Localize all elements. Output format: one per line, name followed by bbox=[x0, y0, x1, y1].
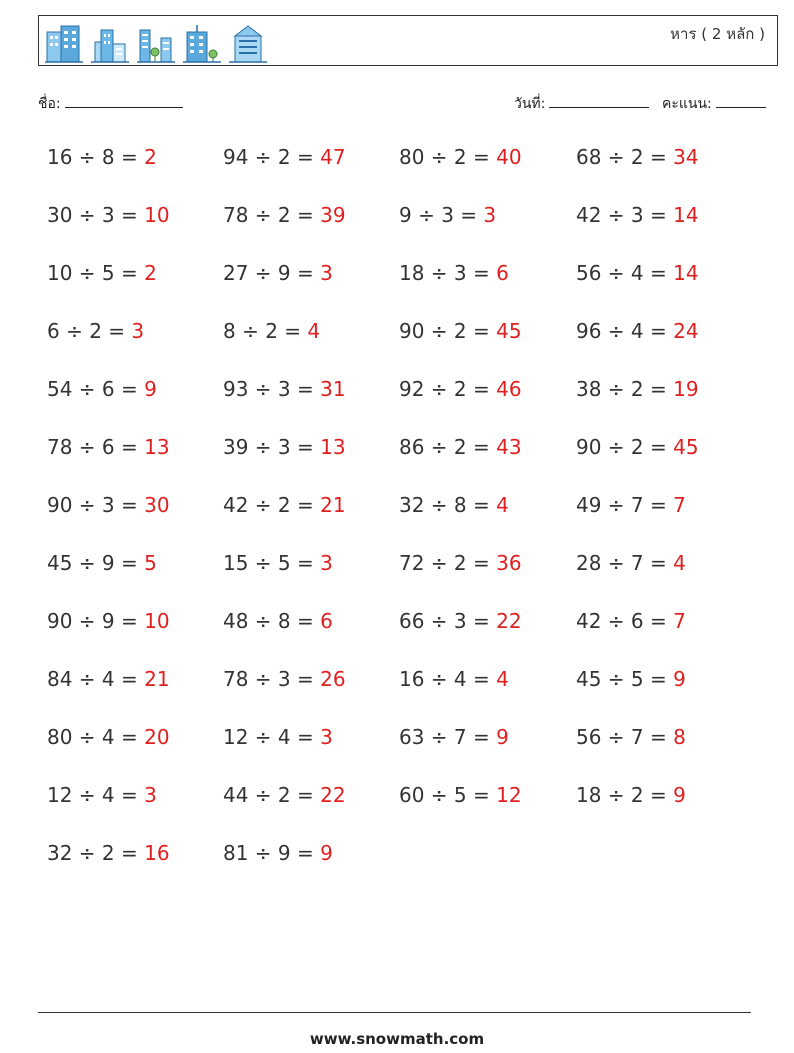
building-icon bbox=[229, 22, 267, 64]
problem-answer: 3 bbox=[483, 203, 497, 227]
problem-question: 9 ÷ 3 = bbox=[399, 203, 478, 227]
problem-question: 32 ÷ 2 = bbox=[47, 841, 138, 865]
problem-answer: 24 bbox=[673, 319, 699, 343]
problem-answer: 9 bbox=[673, 783, 686, 807]
problem-question: 90 ÷ 2 = bbox=[399, 319, 490, 343]
problem-answer: 36 bbox=[496, 551, 522, 575]
problem-item bbox=[47, 145, 157, 169]
problem-answer: 21 bbox=[320, 493, 346, 517]
problem-question: 60 ÷ 5 = bbox=[399, 783, 490, 807]
problem-answer: 47 bbox=[320, 145, 346, 169]
building-icon bbox=[183, 22, 221, 64]
problem-item bbox=[399, 145, 522, 169]
problem-item bbox=[576, 667, 686, 691]
problem-item bbox=[223, 841, 333, 865]
problem-question: 93 ÷ 3 = bbox=[223, 377, 314, 401]
problem-answer: 3 bbox=[320, 551, 333, 575]
problem-row bbox=[47, 319, 767, 377]
problem-item bbox=[47, 435, 170, 459]
footer-divider bbox=[38, 1012, 751, 1013]
problem-question: 15 ÷ 5 = bbox=[223, 551, 314, 575]
problem-answer: 6 bbox=[320, 609, 333, 633]
problem-question: 68 ÷ 2 = bbox=[576, 145, 667, 169]
problem-item bbox=[576, 203, 699, 227]
problem-answer: 9 bbox=[144, 377, 157, 401]
problem-item bbox=[223, 783, 346, 807]
problem-question: 54 ÷ 6 = bbox=[47, 377, 138, 401]
header-icons bbox=[45, 22, 267, 64]
problem-question: 96 ÷ 4 = bbox=[576, 319, 667, 343]
problem-row bbox=[47, 551, 767, 609]
problem-question: 90 ÷ 3 = bbox=[47, 493, 138, 517]
problem-answer: 22 bbox=[320, 783, 346, 807]
problem-item bbox=[399, 319, 522, 343]
problem-question: 8 ÷ 2 = bbox=[223, 319, 302, 343]
problem-answer: 9 bbox=[320, 841, 333, 865]
problem-row bbox=[47, 841, 767, 899]
problem-answer: 2 bbox=[144, 261, 157, 285]
problem-question: 18 ÷ 3 = bbox=[399, 261, 490, 285]
score-field bbox=[662, 93, 766, 115]
problem-item bbox=[47, 377, 157, 401]
name-blank bbox=[65, 93, 183, 108]
problem-answer: 22 bbox=[496, 609, 522, 633]
date-label: วันที่: bbox=[514, 96, 546, 112]
problem-item bbox=[47, 667, 170, 691]
problem-row bbox=[47, 783, 767, 841]
problem-row bbox=[47, 725, 767, 783]
problem-answer: 45 bbox=[496, 319, 522, 343]
problem-question: 16 ÷ 4 = bbox=[399, 667, 490, 691]
problem-item bbox=[223, 203, 346, 227]
problem-answer: 14 bbox=[673, 203, 699, 227]
problem-question: 45 ÷ 9 = bbox=[47, 551, 138, 575]
problem-answer: 16 bbox=[144, 841, 170, 865]
problem-item bbox=[399, 551, 522, 575]
problem-answer: 21 bbox=[144, 667, 170, 691]
problem-answer: 10 bbox=[144, 203, 170, 227]
problem-question: 81 ÷ 9 = bbox=[223, 841, 314, 865]
problem-item bbox=[576, 609, 686, 633]
problem-item bbox=[399, 377, 522, 401]
problem-item bbox=[576, 377, 699, 401]
date-field bbox=[514, 93, 649, 115]
problem-question: 39 ÷ 3 = bbox=[223, 435, 314, 459]
name-field bbox=[38, 93, 183, 115]
problem-answer: 3 bbox=[320, 261, 333, 285]
problem-item bbox=[399, 435, 522, 459]
problem-question: 86 ÷ 2 = bbox=[399, 435, 490, 459]
problem-item bbox=[576, 551, 686, 575]
problem-answer: 4 bbox=[496, 667, 509, 691]
problem-question: 90 ÷ 9 = bbox=[47, 609, 138, 633]
problem-question: 10 ÷ 5 = bbox=[47, 261, 138, 285]
problem-item bbox=[47, 493, 170, 517]
problem-answer: 39 bbox=[320, 203, 346, 227]
problem-question: 56 ÷ 4 = bbox=[576, 261, 667, 285]
problem-question: 12 ÷ 4 = bbox=[47, 783, 138, 807]
problem-question: 45 ÷ 5 = bbox=[576, 667, 667, 691]
problem-answer: 12 bbox=[496, 783, 522, 807]
problem-item bbox=[47, 725, 170, 749]
problem-question: 30 ÷ 3 = bbox=[47, 203, 138, 227]
problem-row bbox=[47, 203, 767, 261]
problem-answer: 46 bbox=[496, 377, 522, 401]
problem-question: 18 ÷ 2 = bbox=[576, 783, 667, 807]
problem-item bbox=[47, 261, 157, 285]
problem-question: 72 ÷ 2 = bbox=[399, 551, 490, 575]
problem-question: 78 ÷ 3 = bbox=[223, 667, 314, 691]
problem-row bbox=[47, 609, 767, 667]
problem-item bbox=[399, 203, 496, 227]
problem-question: 80 ÷ 4 = bbox=[47, 725, 138, 749]
problem-question: 84 ÷ 4 = bbox=[47, 667, 138, 691]
problem-answer: 45 bbox=[673, 435, 699, 459]
problem-item bbox=[223, 551, 333, 575]
problem-answer: 43 bbox=[496, 435, 522, 459]
problem-item bbox=[576, 319, 699, 343]
score-blank bbox=[716, 93, 766, 108]
problem-item bbox=[47, 551, 157, 575]
problem-question: 28 ÷ 7 = bbox=[576, 551, 667, 575]
problem-question: 6 ÷ 2 = bbox=[47, 319, 126, 343]
problem-item bbox=[399, 493, 509, 517]
problem-answer: 20 bbox=[144, 725, 170, 749]
problem-question: 49 ÷ 7 = bbox=[576, 493, 667, 517]
problem-question: 44 ÷ 2 = bbox=[223, 783, 314, 807]
problem-answer: 7 bbox=[673, 609, 686, 633]
worksheet-title: หาร ( 2 หลัก ) bbox=[670, 25, 765, 43]
problem-question: 32 ÷ 8 = bbox=[399, 493, 490, 517]
problem-row bbox=[47, 145, 767, 203]
problem-question: 94 ÷ 2 = bbox=[223, 145, 314, 169]
building-icon bbox=[45, 22, 83, 64]
problem-item bbox=[223, 667, 346, 691]
problem-answer: 10 bbox=[144, 609, 170, 633]
problem-answer: 9 bbox=[496, 725, 509, 749]
date-blank bbox=[549, 93, 649, 108]
problem-question: 78 ÷ 2 = bbox=[223, 203, 314, 227]
problem-item bbox=[223, 261, 333, 285]
problem-answer: 6 bbox=[496, 261, 509, 285]
problem-item bbox=[223, 377, 346, 401]
problem-answer: 26 bbox=[320, 667, 346, 691]
problem-question: 90 ÷ 2 = bbox=[576, 435, 667, 459]
problem-answer: 13 bbox=[144, 435, 170, 459]
problem-item bbox=[576, 145, 699, 169]
building-icon bbox=[137, 22, 175, 64]
problem-answer: 19 bbox=[673, 377, 699, 401]
problem-item bbox=[399, 667, 509, 691]
problem-row bbox=[47, 493, 767, 551]
problem-item bbox=[223, 725, 333, 749]
problem-question: 66 ÷ 3 = bbox=[399, 609, 490, 633]
problem-answer: 13 bbox=[320, 435, 346, 459]
problem-answer: 3 bbox=[131, 319, 145, 343]
problem-item bbox=[47, 203, 170, 227]
problem-item bbox=[399, 261, 509, 285]
problem-item bbox=[576, 783, 686, 807]
problem-question: 48 ÷ 8 = bbox=[223, 609, 314, 633]
problem-item bbox=[576, 725, 686, 749]
problem-item bbox=[47, 841, 170, 865]
problem-question: 42 ÷ 2 = bbox=[223, 493, 314, 517]
problem-question: 80 ÷ 2 = bbox=[399, 145, 490, 169]
problem-row bbox=[47, 435, 767, 493]
problem-answer: 2 bbox=[144, 145, 157, 169]
problem-question: 63 ÷ 7 = bbox=[399, 725, 490, 749]
problem-row bbox=[47, 261, 767, 319]
problem-item bbox=[223, 609, 333, 633]
problem-answer: 40 bbox=[496, 145, 522, 169]
problem-item bbox=[223, 435, 346, 459]
problem-answer: 14 bbox=[673, 261, 699, 285]
problem-answer: 3 bbox=[144, 783, 157, 807]
problem-answer: 4 bbox=[496, 493, 509, 517]
score-label: คะแนน: bbox=[662, 96, 712, 112]
problem-item bbox=[576, 493, 686, 517]
problem-item bbox=[47, 783, 157, 807]
problem-answer: 9 bbox=[673, 667, 686, 691]
problem-question: 56 ÷ 7 = bbox=[576, 725, 667, 749]
problem-item bbox=[399, 609, 522, 633]
problem-answer: 30 bbox=[144, 493, 170, 517]
problem-answer: 5 bbox=[144, 551, 157, 575]
problem-item bbox=[47, 319, 144, 343]
problem-item bbox=[223, 145, 346, 169]
problem-answer: 31 bbox=[320, 377, 346, 401]
problem-answer: 34 bbox=[673, 145, 699, 169]
problem-answer: 7 bbox=[673, 493, 686, 517]
problem-question: 78 ÷ 6 = bbox=[47, 435, 138, 459]
problem-grid bbox=[47, 145, 767, 899]
problem-question: 92 ÷ 2 = bbox=[399, 377, 490, 401]
problem-question: 16 ÷ 8 = bbox=[47, 145, 138, 169]
problem-question: 38 ÷ 2 = bbox=[576, 377, 667, 401]
problem-question: 12 ÷ 4 = bbox=[223, 725, 314, 749]
problem-answer: 3 bbox=[320, 725, 333, 749]
problem-item bbox=[399, 725, 509, 749]
problem-item bbox=[47, 609, 170, 633]
name-label: ชื่อ: bbox=[38, 96, 61, 112]
problem-row bbox=[47, 667, 767, 725]
problem-item bbox=[223, 493, 346, 517]
problem-question: 27 ÷ 9 = bbox=[223, 261, 314, 285]
footer-url: www.snowmath.com bbox=[309, 1030, 485, 1048]
problem-item bbox=[576, 435, 699, 459]
problem-item bbox=[223, 319, 320, 343]
problem-question: 42 ÷ 3 = bbox=[576, 203, 667, 227]
problem-question: 42 ÷ 6 = bbox=[576, 609, 667, 633]
problem-item bbox=[399, 783, 522, 807]
problem-row bbox=[47, 377, 767, 435]
problem-item bbox=[576, 261, 699, 285]
problem-answer: 4 bbox=[307, 319, 321, 343]
building-icon bbox=[91, 22, 129, 64]
problem-answer: 8 bbox=[673, 725, 686, 749]
header-box bbox=[38, 15, 778, 66]
problem-answer: 4 bbox=[673, 551, 686, 575]
